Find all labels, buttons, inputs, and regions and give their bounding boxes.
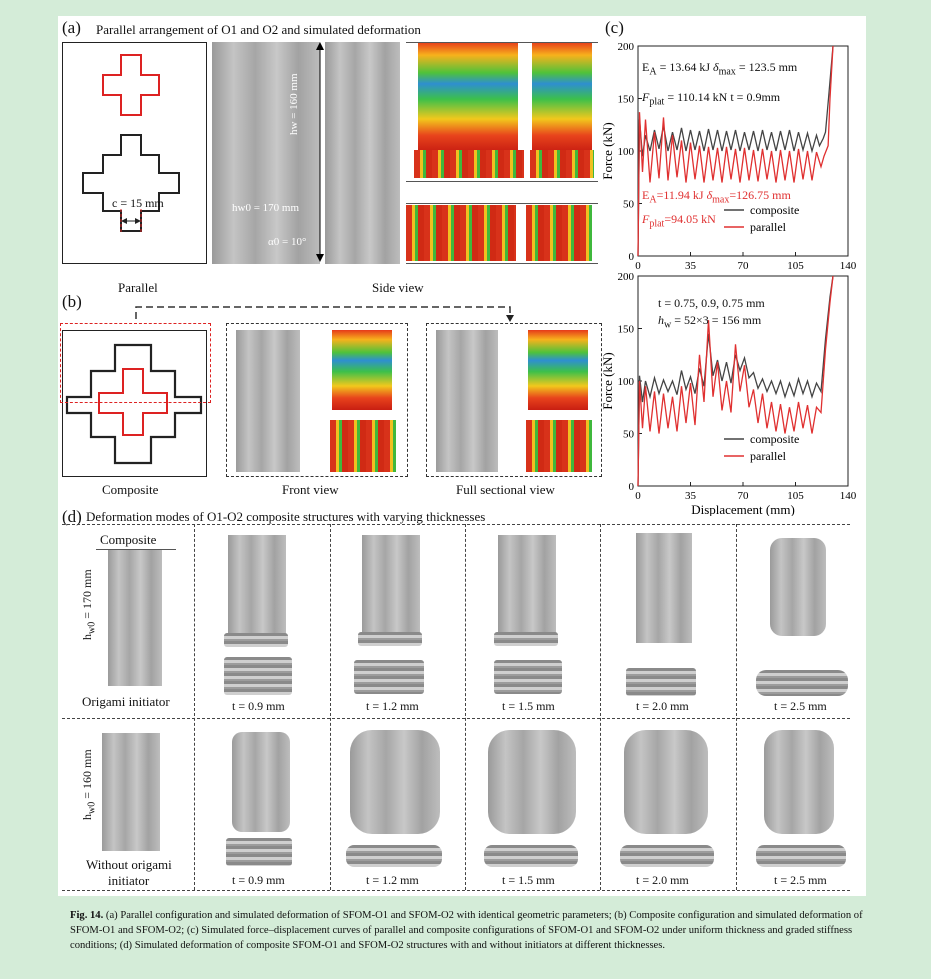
panel-b-label: (b) (62, 292, 82, 311)
y-tick-label: 50 (623, 428, 634, 441)
panel-a-label: (a) (62, 18, 81, 37)
dashed-divider (330, 524, 331, 890)
row1-case3-fold (494, 632, 558, 646)
cross-section-drawing (63, 43, 206, 263)
row2-case3-column (488, 730, 576, 834)
dashed-rule (62, 890, 850, 891)
y-tick-label: 100 (617, 146, 634, 158)
row2-case3-crush (484, 845, 578, 867)
fem-contour-top-right (532, 42, 592, 152)
sectional-view-crush (526, 420, 592, 472)
row2-case2-column (350, 730, 440, 834)
row2-reference-column (102, 733, 160, 851)
panel-d-title: Deformation modes of O1-O2 composite structures with varying thicknesses (86, 509, 486, 524)
front-view-column (236, 330, 300, 472)
row2-footer-line2: initiator (108, 873, 150, 888)
x-tick-label: 0 (635, 490, 641, 502)
y-tick-label: 150 (617, 323, 634, 336)
row1-case2-fold (358, 632, 422, 646)
row2-case4-column (624, 730, 708, 834)
row2-footer-line1: Without origami (86, 857, 172, 872)
red-dashed-section (60, 323, 211, 403)
front-view-fem (332, 330, 392, 410)
x-tick-label: 0 (635, 260, 641, 272)
row1-reference-column (108, 550, 162, 686)
composite-caption: Composite (102, 482, 159, 497)
row1-case5-crush (756, 670, 848, 696)
x-axis-label: Displacement (mm) (691, 502, 795, 516)
row1-case5-column (770, 538, 826, 636)
dashed-divider (194, 524, 195, 890)
parallel-caption: Parallel (118, 280, 158, 295)
bottom-annotation-hw: $h_w = 52\times 3 = 156$ mm (658, 313, 762, 331)
row1-case1-column (228, 535, 286, 635)
row2-case4-crush (620, 845, 714, 867)
y-tick-label: 50 (623, 198, 634, 211)
panel-c-label: (c) (605, 18, 624, 37)
panel-a-title: Parallel arrangement of O1 and O2 and simulated deformation (96, 22, 421, 37)
row2-thickness-label: t = 2.0 mm (636, 873, 689, 887)
row1-case1-crush (224, 657, 292, 695)
row1-hw-label: $h_{w0} = 170$ mm (80, 569, 98, 640)
row2-case1-column (232, 732, 290, 832)
caption-text: (a) Parallel configuration and simulated deformation of SFOM-O1 and SFOM-O2 with identical geometric parameters; (b) Composite configuration and simulated deformation of SFOM-O1 and SFOM-O2; (c) Simulated force–displacement curves of parallel and composite configurations of SFOM-O1 and SFOM-O2 under uniform thickness and graded stiffness conditions; (d) Simulated deformation of composite SFOM-O1 and SFOM-O2 structures with and without initiators at different thicknesses. (70, 910, 863, 951)
y-tick-label: 200 (617, 41, 634, 53)
front-view-caption: Front view (282, 482, 339, 497)
row2-hw-label: $h_{w0} = 160$ mm (80, 749, 98, 820)
top-annotation-fplat: $F_{plat} = 110.14$ kN t = 0.9mm (642, 90, 781, 108)
legend-label-parallel: parallel (750, 449, 786, 463)
row1-thickness-label: t = 2.0 mm (636, 699, 689, 713)
y-tick-label: 200 (617, 271, 634, 283)
y-tick-label: 150 (617, 93, 634, 106)
row2-case2-crush (346, 845, 442, 867)
x-tick-label: 70 (737, 260, 749, 272)
x-tick-label: 140 (839, 260, 857, 272)
row1-case1-fold (224, 633, 288, 647)
dashed-divider (465, 524, 466, 890)
sectional-view-fem (528, 330, 588, 410)
row1-footer: Origami initiator (82, 694, 170, 709)
fem-crush-bottom-right (526, 205, 592, 261)
x-tick-label: 35 (685, 260, 696, 272)
legend-label-parallel: parallel (750, 220, 786, 234)
legend-label-composite: composite (750, 432, 800, 446)
dim-hw-label: hw = 160 mm (288, 73, 300, 135)
top-annotation-ea: $E_A = 13.64$ kJ $\delta_{max} = 123.5$ mm (642, 60, 798, 78)
x-tick-label: 35 (685, 490, 696, 502)
figure-caption (70, 908, 870, 953)
x-tick-label: 105 (787, 490, 804, 502)
dashed-divider (600, 524, 601, 890)
dim-hw0-label: hw0 = 170 mm (232, 202, 300, 214)
row2-case5-crush (756, 845, 846, 867)
height-arrow (300, 40, 340, 266)
dashed-rule (62, 524, 850, 525)
divider-line (406, 203, 598, 204)
divider-line (406, 263, 598, 264)
divider-line (406, 181, 598, 182)
y-tick-label: 0 (628, 251, 634, 263)
dashed-rule (62, 718, 850, 719)
fem-contour-top-left (418, 42, 518, 152)
row1-thickness-label: t = 0.9 mm (232, 699, 285, 713)
row2-case1-crush (226, 838, 292, 866)
x-tick-label: 70 (737, 490, 749, 502)
dashed-divider (736, 524, 737, 890)
row2-thickness-label: t = 1.5 mm (502, 873, 555, 887)
x-tick-label: 140 (839, 490, 857, 502)
y-tick-label: 0 (628, 481, 634, 493)
y-tick-label: 100 (617, 376, 634, 388)
bottom-annotation-t: t = 0.75, 0.9, 0.75 mm (658, 296, 765, 310)
row1-case4-crush (626, 668, 696, 696)
fem-crush-top-left (414, 150, 524, 178)
row2-thickness-label: t = 0.9 mm (232, 873, 285, 887)
x-tick-label: 105 (787, 260, 804, 272)
dim-c-label: c = 15 mm (112, 196, 164, 210)
row1-case3-column (498, 535, 556, 633)
caption-label: Fig. 14. (70, 910, 104, 921)
fem-crush-bottom-left (406, 205, 516, 261)
row2-thickness-label: t = 1.2 mm (366, 873, 419, 887)
dashed-leader-arrow (134, 305, 518, 325)
row2-case5-column (764, 730, 834, 834)
red-annotation-fplat: $F_{plat}=94.05$ kN (642, 212, 716, 230)
fem-crush-top-right (530, 150, 594, 178)
row1-thickness-label: t = 1.2 mm (366, 699, 419, 713)
sectional-view-caption: Full sectional view (456, 482, 555, 497)
panel-d-label: (d) (62, 507, 82, 526)
row1-case2-column (362, 535, 420, 633)
side-view-caption: Side view (372, 280, 424, 295)
row1-case4-column (636, 533, 692, 643)
row2-thickness-label: t = 2.5 mm (774, 873, 827, 887)
row1-thickness-label: t = 2.5 mm (774, 699, 827, 713)
front-view-crush (330, 420, 396, 472)
parallel-crosssection-box (62, 42, 207, 264)
dim-alpha-label: α0 = 10° (268, 236, 307, 248)
y-axis-label: Force (kN) (600, 122, 615, 180)
legend-label-composite: composite (750, 203, 800, 217)
row1-case2-crush (354, 660, 424, 694)
red-annotation-ea: $E_A=11.94$ kJ $\delta_{max}=126.75$ mm (642, 188, 791, 206)
row1-case3-crush (494, 660, 562, 694)
divider-line (406, 42, 598, 43)
y-axis-label: Force (kN) (600, 352, 615, 410)
row1-thickness-label: t = 1.5 mm (502, 699, 555, 713)
row1-header: Composite (100, 532, 157, 547)
sectional-view-column (436, 330, 498, 472)
